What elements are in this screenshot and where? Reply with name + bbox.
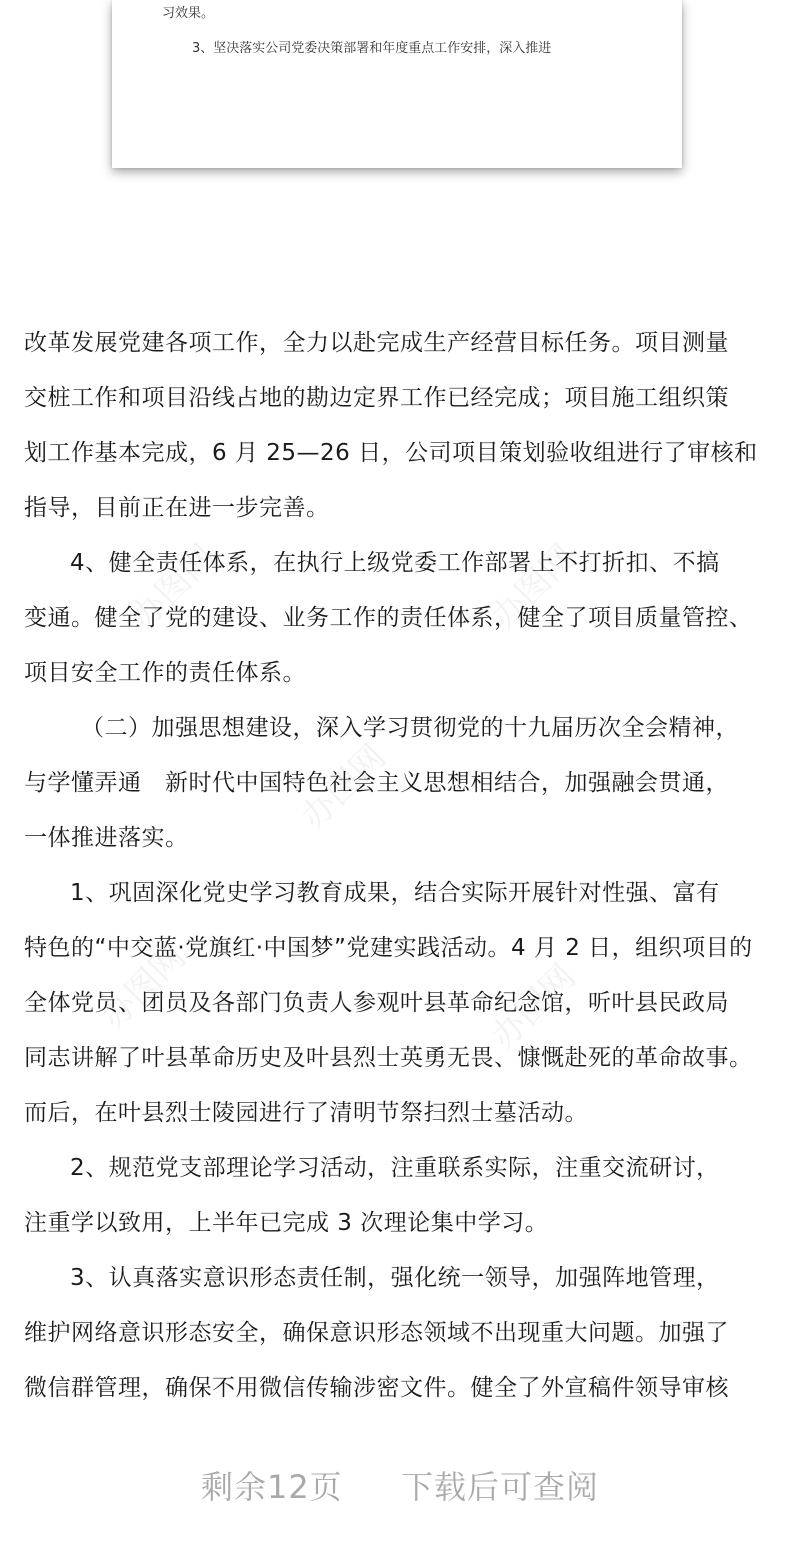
text-line: 全体党员、团员及各部门负责人参观叶县革命纪念馆，听叶县民政局 (24, 990, 729, 1016)
preview-line: 3、坚决落实公司党委决策部署和年度重点工作安排，深入推进 (192, 41, 552, 56)
text-line: 变通。健全了党的建设、业务工作的责任体系，健全了项目质量管控、 (24, 605, 753, 631)
text-line: （二）加强思想建设，深入学习贯彻党的十九届历次全会精神， (81, 715, 739, 741)
text-line: 1、巩固深化党史学习教育成果，结合实际开展针对性强、富有 (70, 880, 720, 906)
watermark: 办图网 (123, 536, 224, 638)
text-line: 项目安全工作的责任体系。 (24, 660, 306, 686)
text-line: 同志讲解了叶县革命历史及叶县烈士英勇无畏、慷慨赴死的革命故事。 (24, 1045, 753, 1071)
previous-page-preview (112, 0, 682, 168)
text-line: 与学懂弄通 新时代中国特色社会主义思想相结合，加强融会贯通， (24, 770, 729, 796)
text-line: 一体推进落实。 (24, 825, 189, 851)
watermark: 办图网 (483, 536, 584, 638)
text-line: 2、规范党支部理论学习活动，注重联系实际，注重交流研讨， (70, 1155, 720, 1181)
watermark: 办图网 (483, 956, 584, 1058)
text-line: 维护网络意识形态安全，确保意识形态领域不出现重大问题。加强了 (24, 1320, 729, 1346)
text-line: 微信群管理，确保不用微信传输涉密文件。健全了外宣稿件领导审核 (24, 1375, 729, 1401)
text-line: 划工作基本完成，6 月 25—26 日，公司项目策划验收组进行了审核和 (24, 440, 758, 466)
text-line: 3、认真落实意识形态责任制，强化统一领导，加强阵地管理， (70, 1265, 720, 1291)
text-line: 注重学以致用，上半年已完成 3 次理论集中学习。 (24, 1210, 549, 1236)
text-line: 特色的“中交蓝·党旗红·中国梦”党建实践活动。4 月 2 日，组织项目的 (24, 935, 753, 961)
text-line: 指导，目前正在进一步完善。 (24, 495, 330, 521)
text-line: 4、健全责任体系，在执行上级党委工作部署上不打折扣、不搞 (70, 550, 720, 576)
text-line: 改革发展党建各项工作，全力以赴完成生产经营目标任务。项目测量 (24, 330, 729, 356)
remaining-pages-text: 剩余12页 (200, 1468, 343, 1506)
watermark: 办图网 (293, 736, 394, 838)
text-line: 交桩工作和项目沿线占地的勘边定界工作已经完成；项目施工组织策 (24, 385, 729, 411)
preview-line: 习效果。 (162, 6, 215, 21)
download-to-view-text: 下载后可查阅 (401, 1468, 600, 1506)
document-body (24, 316, 784, 1416)
watermark: 办图网 (93, 936, 194, 1038)
download-prompt[interactable] (0, 1462, 800, 1508)
text-line: 而后，在叶县烈士陵园进行了清明节祭扫烈士墓活动。 (24, 1100, 588, 1126)
